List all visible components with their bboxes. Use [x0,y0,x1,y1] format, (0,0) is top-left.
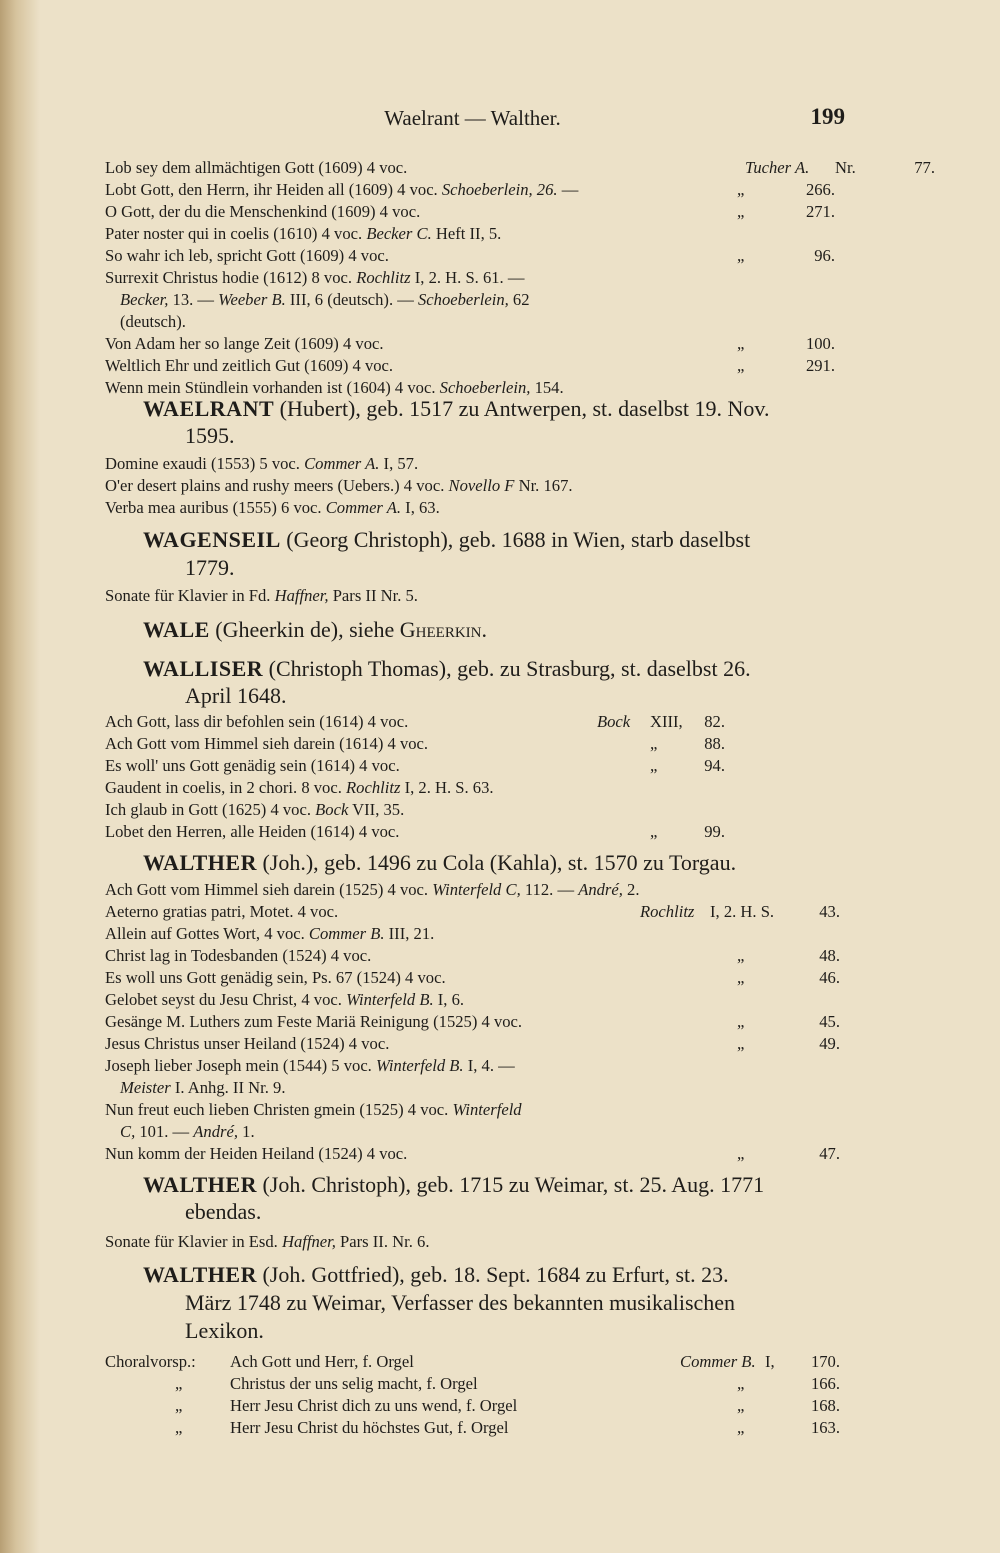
list-item: Weltlich Ehr und zeitlich Gut (1609) 4 voc. „ 291. [105,356,835,375]
list-item: O'er desert plains and rushy meers (Uebers.) 4 voc. Novello F Nr. 167. [105,476,573,495]
list-item-continuation: Becker, 13. — Weeber B. III, 6 (deutsch). — Schoeberlein, 62 [120,290,530,309]
page-edge-shadow [0,0,40,1553]
list-item: So wahr ich leb, spricht Gott (1609) 4 voc. „ 96. [105,246,835,265]
list-item: O Gott, der du die Menschenkind (1609) 4 voc. „ 271. [105,202,835,221]
list-item: Es woll uns Gott genädig sein, Ps. 67 (1524) 4 voc. „ 46. [105,968,840,987]
list-item: „ Herr Jesu Christ dich zu uns wend, f. Orgel „ 168. [175,1396,840,1415]
composer-heading-continuation: Lexikon. [185,1318,264,1343]
list-item: Nun freut euch lieben Christen gmein (1525) 4 voc. Winterfeld [105,1100,522,1119]
list-item: Von Adam her so lange Zeit (1609) 4 voc. „ 100. [105,334,835,353]
list-item: „ Herr Jesu Christ du höchstes Gut, f. Orgel „ 163. [175,1418,840,1437]
list-item: Gaudent in coelis, in 2 chori. 8 voc. Rochlitz I, 2. H. S. 63. [105,778,494,797]
list-item: Aeterno gratias patri, Motet. 4 voc. Rochlitz I, 2. H. S. 43. [105,902,840,921]
list-item: Gesänge M. Luthers zum Feste Mariä Reinigung (1525) 4 voc. „ 45. [105,1012,840,1031]
list-item: Nun komm der Heiden Heiland (1524) 4 voc. „ 47. [105,1144,840,1163]
list-item-continuation: Meister I. Anhg. II Nr. 9. [120,1078,286,1097]
list-item: Ich glaub in Gott (1625) 4 voc. Bock VII, 35. [105,800,405,819]
section-label: Choralvorsp.: [105,1352,196,1371]
composer-heading-walther-joh-christoph: WALTHER (Joh. Christoph), geb. 1715 zu Weimar, st. 25. Aug. 1771 [143,1172,765,1197]
list-item: Allein auf Gottes Wort, 4 voc. Commer B. III, 21. [105,924,435,943]
composer-heading-continuation: März 1748 zu Weimar, Verfasser des bekannten musikalischen [185,1290,736,1315]
list-item: Gelobet seyst du Jesu Christ, 4 voc. Winterfeld B. I, 6. [105,990,465,1009]
list-item-continuation: (deutsch). [120,312,186,331]
composer-heading-waelrant: WAELRANT (Hubert), geb. 1517 zu Antwerpen, st. daselbst 19. Nov. [143,396,770,421]
list-item: Sonate für Klavier in Esd. Haffner, Pars II. Nr. 6. [105,1232,430,1251]
composer-heading-continuation: April 1648. [185,683,287,708]
list-item: „ Christus der uns selig macht, f. Orgel „ 166. [175,1374,840,1393]
composer-heading-walther-joh-gottfried: WALTHER (Joh. Gottfried), geb. 18. Sept. 1684 zu Erfurt, st. 23. [143,1262,729,1287]
list-item: Joseph lieber Joseph mein (1544) 5 voc. Winterfeld B. I, 4. — [105,1056,515,1075]
composer-heading-continuation: 1595. [185,423,235,448]
list-item: Ach Gott vom Himmel sieh darein (1525) 4 voc. Winterfeld C, 112. — André, 2. [105,880,640,899]
page-number: 199 [810,104,845,129]
list-item: Lobet den Herren, alle Heiden (1614) 4 voc. „ 99. [105,822,725,841]
list-item-continuation: C, 101. — André, 1. [120,1122,255,1141]
list-item: Domine exaudi (1553) 5 voc. Commer A. I, 57. [105,454,419,473]
list-item: Pater noster qui in coelis (1610) 4 voc. Becker C. Heft II, 5. [105,224,502,243]
list-item: Surrexit Christus hodie (1612) 8 voc. Rochlitz I, 2. H. S. 61. — [105,268,525,287]
list-item: Choralvorsp.: Ach Gott und Herr, f. Orgel Commer B. I, 170. [105,1352,840,1371]
composer-heading-walliser: WALLISER (Christoph Thomas), geb. zu Strasburg, st. daselbst 26. [143,656,751,681]
cross-reference: Gheerkin. [399,617,487,642]
list-item: Sonate für Klavier in Fd. Haffner, Pars II Nr. 5. [105,586,418,605]
list-item: Verba mea auribus (1555) 6 voc. Commer A. I, 63. [105,498,440,517]
page-header [100,104,845,138]
composer-heading-continuation: 1779. [185,555,235,580]
list-item: Wenn mein Stündlein vorhanden ist (1604) 4 voc. Schoeberlein, 154. [105,378,564,397]
composer-heading-walther-joh: WALTHER (Joh.), geb. 1496 zu Cola (Kahla), st. 1570 zu Torgau. [143,850,737,875]
list-item: Lobt Gott, den Herrn, ihr Heiden all (1609) 4 voc. Schoeberlein, 26. — „ 266. [105,180,835,199]
list-item: Christ lag in Todesbanden (1524) 4 voc. „ 48. [105,946,840,965]
running-title: Waelrant — Walther. [384,106,561,130]
list-item: Es woll' uns Gott genädig sein (1614) 4 voc. „ 94. [105,756,725,775]
composer-heading-continuation: ebendas. [185,1199,262,1224]
list-item: Lob sey dem allmächtigen Gott (1609) 4 voc. Tucher A. Nr. 77. [105,158,935,177]
list-item: Jesus Christus unser Heiland (1524) 4 voc. „ 49. [105,1034,840,1053]
composer-heading-wagenseil: WAGENSEIL (Georg Christoph), geb. 1688 in Wien, starb daselbst [143,527,751,552]
composer-heading-wale: WALE (Gheerkin de), siehe Gheerkin. [143,617,487,642]
list-item: Ach Gott, lass dir befohlen sein (1614) 4 voc. Bock XIII, 82. [105,712,725,731]
list-item: Ach Gott vom Himmel sieh darein (1614) 4 voc. „ 88. [105,734,725,753]
